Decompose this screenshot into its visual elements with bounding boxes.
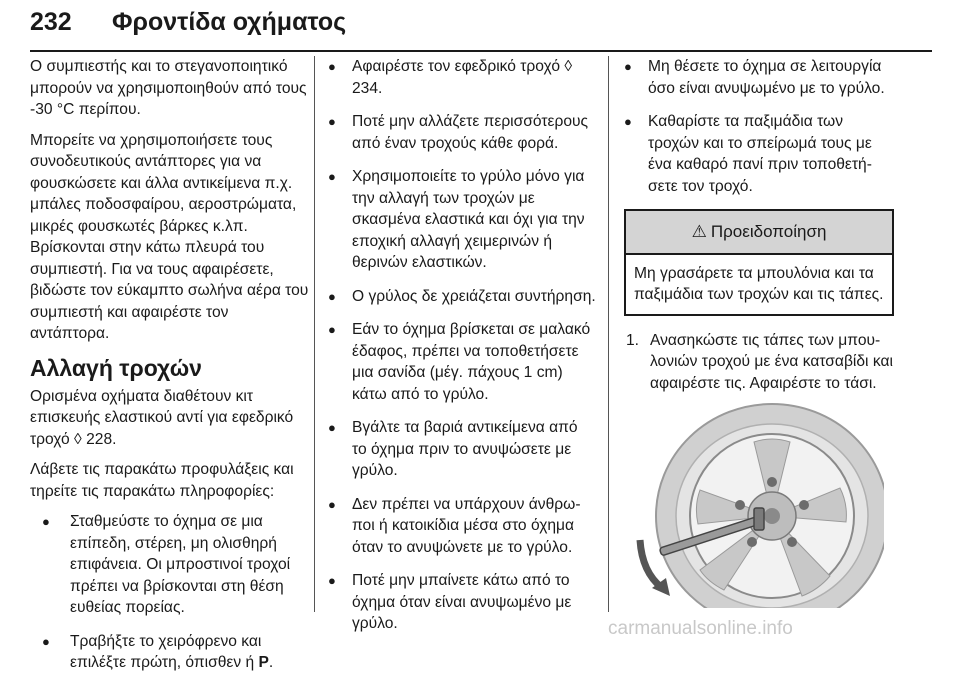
warning-box bbox=[624, 209, 894, 316]
warning-text: Μη γρασάρετε τα μπουλόνια και τα παξιμάδια των τροχών και τις τάπες. bbox=[634, 264, 884, 303]
list-item: ● Ποτέ μην μπαίνετε κάτω από το όχημα όταν είναι ανυψωμένο με γρύλο. bbox=[328, 570, 596, 635]
list-item: ● Ποτέ μην αλλάζετε περισσότερους από έναν τροχούς κάθε φορά. bbox=[328, 111, 596, 154]
list-item: ● Ο γρύλος δε χρειάζεται συντήρηση. bbox=[328, 286, 596, 308]
list-item: ● Σταθμεύστε το όχημα σε μια επίπεδη, στέρεη, μη ολισθηρή επιφάνεια. Οι μπροστινοί τροχοί πρέπει να βρίσκονται στη θέση ευθείας πορείας. bbox=[30, 511, 310, 619]
chapter-title: Φροντίδα οχήματος bbox=[112, 8, 347, 36]
list-item: ● Χρησιμοποιείτε το γρύλο μόνο για την αλλαγή των τροχών με σκασμένα ελαστικά και όχι για την εποχική αλλαγή χειμερινών ή θερινών ελαστικών. bbox=[328, 166, 596, 274]
paragraph-precautions: Λάβετε τις παρακάτω προφυλάξεις και τηρείτε τις παρακάτω πληροφορίες: bbox=[30, 461, 294, 500]
direction-arrow bbox=[640, 540, 662, 588]
list-item: ● Εάν το όχημα βρίσκεται σε μαλακό έδαφος, πρέπει να τοποθετήσετε μια σανίδα (μέγ. πάχους 1 cm) κάτω από το γρύλο. bbox=[328, 319, 596, 405]
column-middle bbox=[328, 56, 596, 647]
step-text: Ανασηκώστε τις τάπες των μπουλονιών τροχού με ένα κατσαβίδι και αφαιρέστε τις. Αφαιρέστε το τάσι. bbox=[650, 331, 893, 392]
column-divider bbox=[314, 56, 315, 612]
wheel-cover-removal-illustration bbox=[622, 392, 884, 608]
list-item: ● Βγάλτε τα βαριά αντικείμενα από το όχημα πριν το ανυψώσετε με γρύλο. bbox=[328, 417, 596, 482]
precautions-list-end bbox=[624, 56, 894, 197]
page-header bbox=[0, 0, 960, 56]
list-item: ● Μη θέσετε το όχημα σε λειτουργία όσο είναι ανυψωμένο με το γρύλο. bbox=[624, 56, 894, 99]
column-divider bbox=[608, 56, 609, 612]
paragraph-compressor-temp: Ο συμπιεστής και το στεγανοποιητικό μπορούν να χρησιμοποιηθούν από τους -30 °C περίπου. bbox=[30, 58, 307, 118]
step-1 bbox=[624, 330, 894, 395]
warning-header bbox=[626, 211, 892, 255]
list-item-end: . bbox=[268, 654, 274, 671]
paragraph-repair-kit: Ορισμένα οχήματα διαθέτουν κιτ επισκευής ελαστικού αντί για εφεδρικό τροχό ◊ 228. bbox=[30, 387, 294, 448]
watermark: carmanualsonline.info bbox=[608, 618, 793, 639]
list-item-text: Τραβήξτε το χειρόφρενο και επιλέξτε πρώτη, όπισθεν ή bbox=[70, 632, 262, 671]
gear-p-label: P bbox=[258, 654, 269, 671]
list-item: ● Αφαιρέστε τον εφεδρικό τροχό ◊ 234. bbox=[328, 56, 596, 99]
section-heading: Αλλαγή τροχών bbox=[30, 354, 202, 381]
list-item: ● Καθαρίστε τα παξιμάδια των τροχών και το σπείρωμά τους με ένα καθαρό πανί πριν τοποθετήσετε τον τροχό. bbox=[624, 111, 894, 197]
precautions-list bbox=[30, 511, 310, 674]
warning-title: Προειδοποίηση bbox=[710, 222, 827, 241]
page-number: 232 bbox=[30, 8, 72, 36]
warning-triangle-icon: ⚠ bbox=[691, 222, 707, 241]
list-item bbox=[30, 631, 310, 674]
list-item: ● Δεν πρέπει να υπάρχουν άνθρωποι ή κατοικίδια μέσα στο όχημα όταν το ανυψώνετε με το γρύλο. bbox=[328, 494, 596, 559]
header-rule bbox=[30, 50, 932, 52]
paragraph-adapters: Μπορείτε να χρησιμοποιήσετε τους συνοδευτικούς αντάπτορες για να φουσκώσετε και άλλα αντικείμενα π.χ. μπάλες ποδοσφαίρου, αεροστρώματα, μικρές φουσκωτές βάρκες κ.λπ. Βρίσκονται στην κάτω πλευρά του συμπιεστή. Για να τους αφαιρέσετε, βιδώστε τον εύκαμπτο σωλήνα αέρα του συμπιεστή και αφαιρέστε τον αντάπτορα. bbox=[30, 131, 309, 342]
step-number: 1. bbox=[626, 331, 640, 349]
column-right bbox=[624, 56, 894, 394]
precautions-list-continued bbox=[328, 56, 596, 635]
column-left bbox=[30, 56, 310, 686]
